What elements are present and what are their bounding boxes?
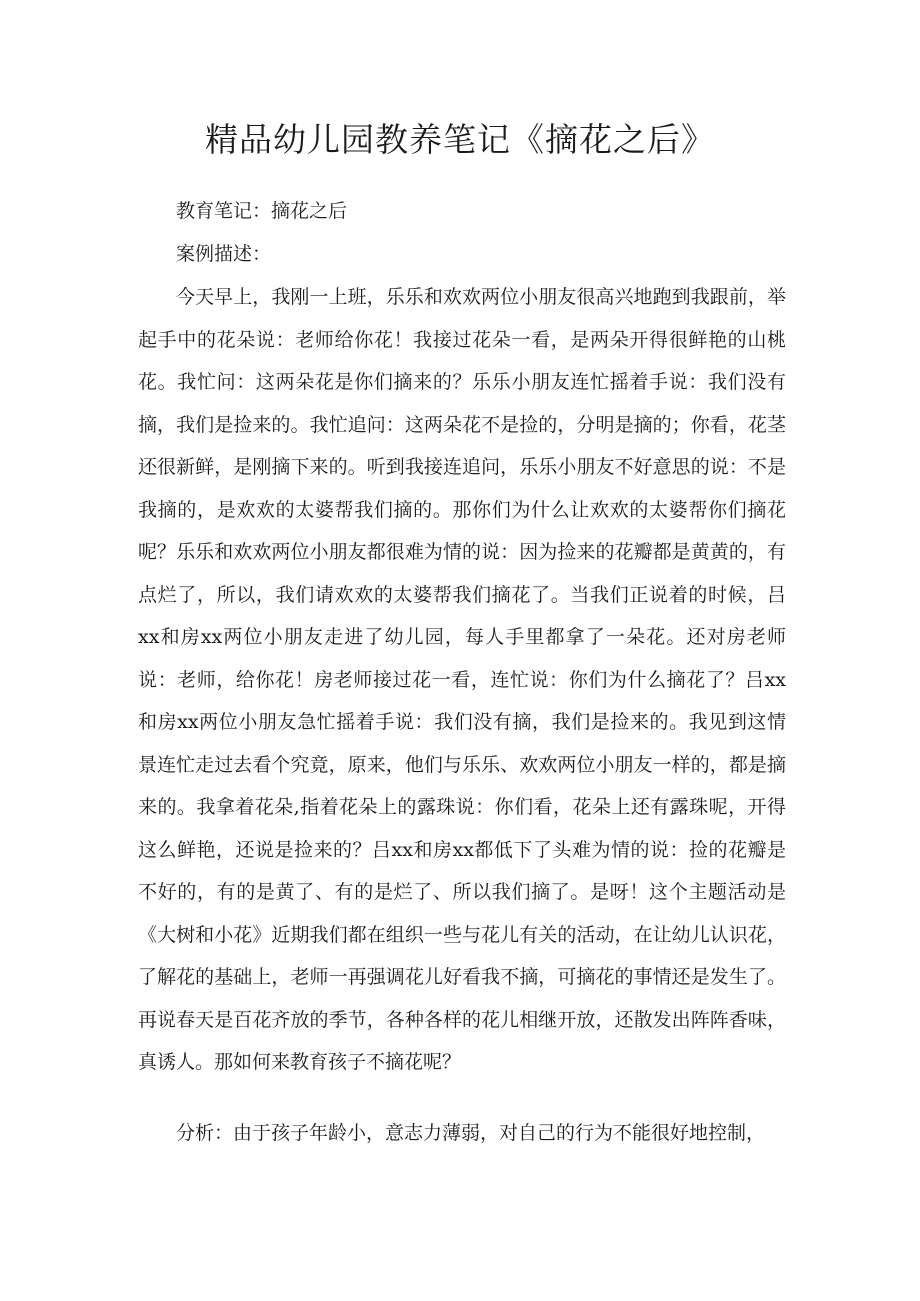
section-label-case-description: 案例描述： xyxy=(176,242,272,265)
note-subtitle: 教育笔记：摘花之后 xyxy=(176,200,348,222)
analysis-paragraph: 分析：由于孩子年龄小，意志力薄弱，对自己的行为不能很好地控制， xyxy=(176,1122,766,1144)
document-title: 精品幼儿园教养笔记《摘花之后》 xyxy=(205,120,715,159)
case-description-block xyxy=(138,276,786,1084)
analysis-block xyxy=(138,1112,786,1155)
header-block xyxy=(138,190,786,275)
case-description-paragraph: 今天早上，我刚一上班，乐乐和欢欢两位小朋友很高兴地跑到我跟前，举起手中的花朵说：老师给你花！我接过花朵一看，是两朵开得很鲜艳的山桃花。我忙问：这两朵花是你们摘来的？乐乐小朋友连忙摇着手说：我们没有摘，我们是捡来的。我忙追问：这两朵花不是捡的，分明是摘的；你看，花茎还很新鲜，是刚摘下来的。听到我接连追问，乐乐小朋友不好意思的说：不是我摘的，是欢欢的太婆帮我们摘的。那你们为什么让欢欢的太婆帮你们摘花呢？乐乐和欢欢两位小朋友都很难为情的说：因为捡来的花瓣都是黄黄的，有点烂了，所以，我们请欢欢的太婆帮我们摘花了。当我们正说着的时候，吕xx和房xx两位小朋友走进了幼儿园，每人手里都拿了一朵花。还对房老师说：老师，给你花！房老师接过花一看，连忙说：你们为什么摘花了？吕xx和房xx两位小朋友急忙摇着手说：我们没有摘，我们是捡来的。我见到这情景连忙走过去看个究竟，原来，他们与乐乐、欢欢两位小朋友一样的，都是摘来的。我拿着花朵,指着花朵上的露珠说：你们看，花朵上还有露珠呢，开得这么鲜艳，还说是捡来的？吕xx和房xx都低下了头难为情的说：捡的花瓣是不好的，有的是黄了、有的是烂了、所以我们摘了。是呀！这个主题活动是《大树和小花》近期我们都在组织一些与花儿有关的活动，在让幼儿认识花，了解花的基础上，老师一再强调花儿好看我不摘，可摘花的事情还是发生了。再说春天是百花齐放的季节，各种各样的花儿相继开放，还散发出阵阵香味，真诱人。那如何来教育孩子不摘花呢？ xyxy=(138,286,786,1073)
